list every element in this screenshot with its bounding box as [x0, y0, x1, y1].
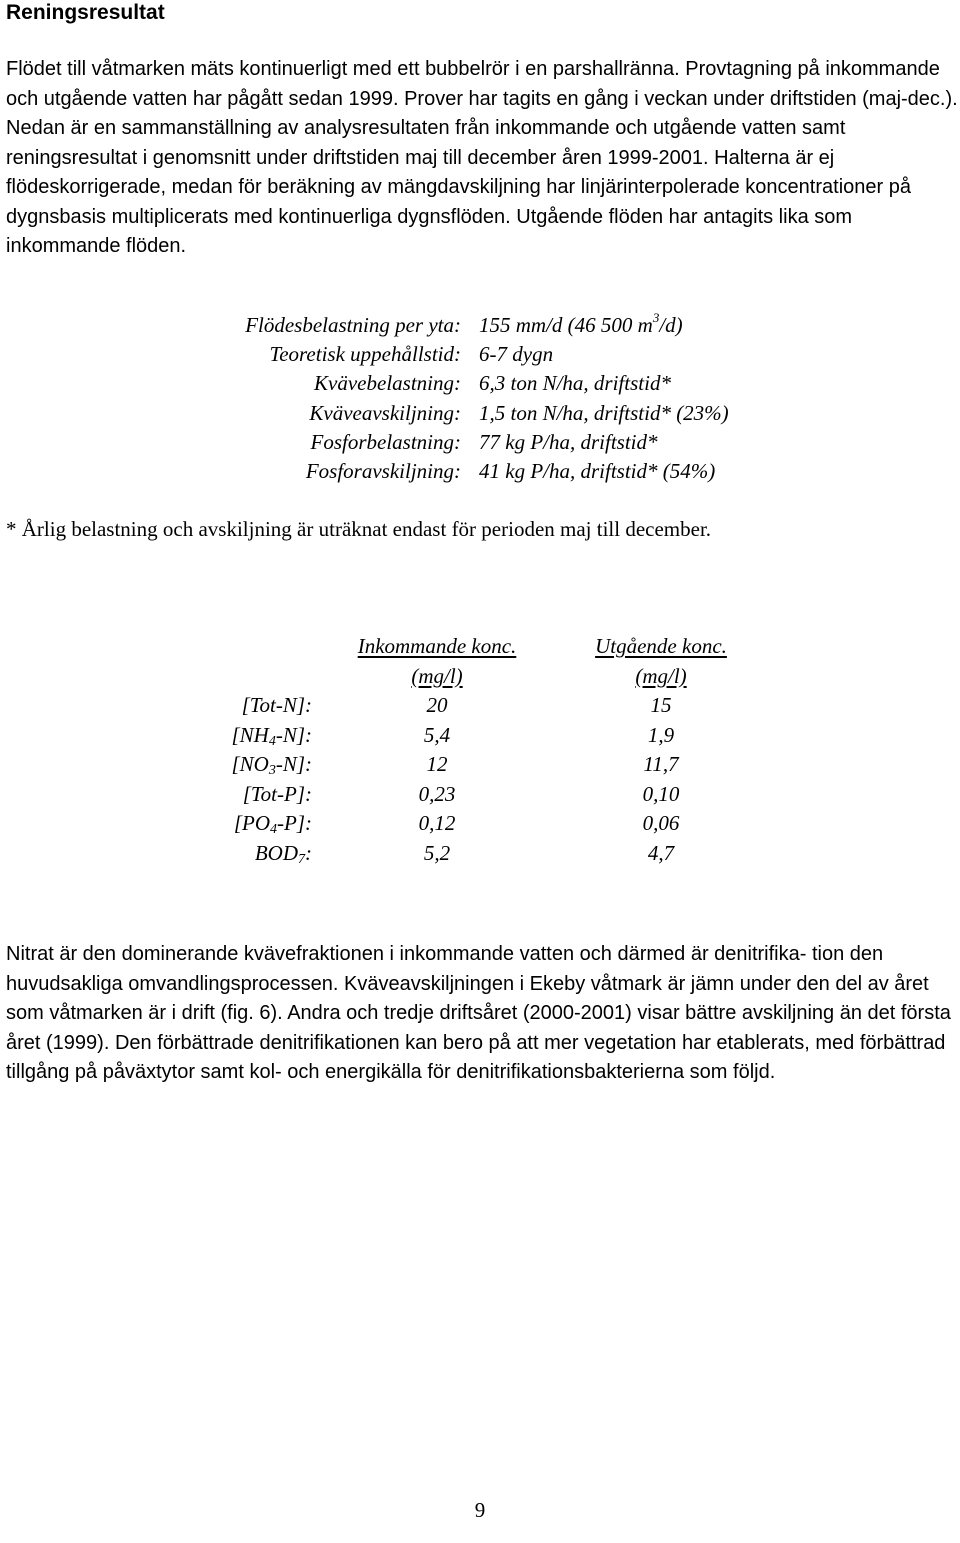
incoming-value: 0,12 — [418, 811, 456, 835]
table-row — [0, 839, 960, 869]
outgoing-value: 15 — [650, 693, 672, 717]
table-row — [0, 780, 960, 810]
parameter-label: Fosforbelastning: — [310, 429, 461, 454]
row-label-suffix: -N]: — [275, 722, 312, 747]
incoming-value: 20 — [426, 693, 448, 717]
table-row — [0, 691, 960, 721]
parameter-row — [0, 311, 960, 340]
parameter-row — [0, 457, 960, 486]
intro-paragraph: Flödet till våtmarken mäts kontinuerligt med ett bubbelrör i en parshallränna. Provtagning på inkommande och utgående vatten har pågått sedan 1999. Prover har tagits en gång i veckan under driftstiden (maj-dec.). Nedan är en sammanställning av analysresultaten från inkommande och utgående vatten samt reningsresultat i genomsnitt under driftstiden maj till december åren 1999-2001. Halterna är ej flödeskorrigerade, medan för beräkning av mängdavskiljning har linjärinterpolerade koncentrationer på dygnsbasis multiplicerats med kontinuerliga dygnsflöden. Utgående flöden har antagits lika som inkommande flöden. — [6, 58, 958, 257]
closing-paragraph: Nitrat är den dominerande kvävefraktionen i inkommande vatten och därmed är denitrifika- tion den huvudsakliga omvandlingsprocessen. Kväveavskiljningen i Ekeby våtmark är jämn under den del av året som våtmarken är i drift (fig. 6). Andra och tredje driftsåret (2000-2001) visar bättre avskiljning än det första året (1999). Den förbättrade denitrifikationen kan bero på att mer vegetation har etablerats, med förbättrad tillgång på påväxtytor samt kol- och energikälla för denitrifikationsbakterierna som följd. — [6, 943, 951, 1083]
column-header-incoming: Inkommande konc. — [357, 634, 517, 658]
parameter-label: Kvävebelastning: — [314, 371, 461, 396]
subscript: 3 — [268, 763, 276, 778]
parameter-label: Flödesbelastning per yta: — [245, 313, 461, 337]
incoming-value: 12 — [426, 752, 448, 776]
outgoing-value: 4,7 — [647, 840, 675, 865]
row-label-suffix: -P]: — [277, 811, 312, 835]
column-unit-outgoing: (mg/l) — [635, 663, 687, 688]
parameter-value: 41 kg P/ha, driftstid* (54%) — [479, 458, 716, 483]
section-heading: Reningsresultat — [6, 1, 165, 24]
parameter-row — [0, 428, 960, 457]
parameter-value-suffix: /d) — [659, 313, 683, 337]
page-number: 9 — [474, 1498, 486, 1522]
row-label — [255, 839, 312, 868]
parameter-label: Fosforavskiljning: — [305, 458, 461, 483]
parameter-label: Kväveavskiljning: — [309, 400, 461, 425]
outgoing-value: 11,7 — [643, 752, 679, 776]
incoming-value: 5,2 — [423, 840, 451, 865]
subscript: 4 — [268, 733, 276, 749]
concentration-table — [0, 632, 960, 868]
row-label — [234, 809, 312, 838]
row-label — [243, 780, 312, 809]
parameter-row — [0, 399, 960, 428]
table-row — [0, 750, 960, 780]
parameter-value: 77 kg P/ha, driftstid* — [479, 429, 658, 454]
table-row — [0, 721, 960, 751]
row-label-text: [Tot-N]: — [241, 693, 312, 717]
column-header-outgoing: Utgående konc. — [595, 634, 727, 658]
parameter-list — [0, 311, 960, 486]
outgoing-value: 0,06 — [642, 811, 680, 835]
parameter-value-text: 155 mm/d (46 500 m — [479, 313, 653, 337]
outgoing-value: 1,9 — [647, 722, 675, 747]
row-label-text: [NH — [231, 722, 269, 747]
incoming-value: 5,4 — [423, 722, 451, 747]
row-label-text: [PO — [233, 811, 270, 835]
row-label-suffix: -N]: — [275, 752, 312, 776]
subscript: 4 — [270, 822, 277, 837]
table-header-row — [0, 632, 960, 662]
row-label-suffix: : — [305, 840, 312, 865]
row-label-text: BOD — [254, 840, 298, 865]
row-label — [242, 691, 312, 720]
row-label — [231, 721, 312, 750]
outgoing-value: 0,10 — [642, 781, 680, 806]
superscript: 3 — [652, 310, 660, 325]
subscript: 7 — [298, 851, 305, 867]
row-label-text: [NO — [231, 752, 269, 776]
table-unit-row — [0, 662, 960, 692]
footnote: * Årlig belastning och avskiljning är uträknat endast för perioden maj till december. — [6, 517, 712, 541]
parameter-row — [0, 340, 960, 369]
parameter-value: 6,3 ton N/ha, driftstid* — [479, 371, 671, 396]
parameter-value — [479, 311, 683, 340]
row-label — [231, 750, 312, 779]
parameter-value: 1,5 ton N/ha, driftstid* (23%) — [479, 400, 729, 425]
incoming-value: 0,23 — [418, 781, 456, 806]
row-label-text: [Tot-P]: — [242, 781, 312, 806]
table-row — [0, 809, 960, 839]
parameter-value: 6-7 dygn — [479, 342, 554, 367]
parameter-row — [0, 369, 960, 398]
column-unit-incoming: (mg/l) — [411, 663, 463, 688]
parameter-label: Teoretisk uppehållstid: — [269, 342, 461, 367]
